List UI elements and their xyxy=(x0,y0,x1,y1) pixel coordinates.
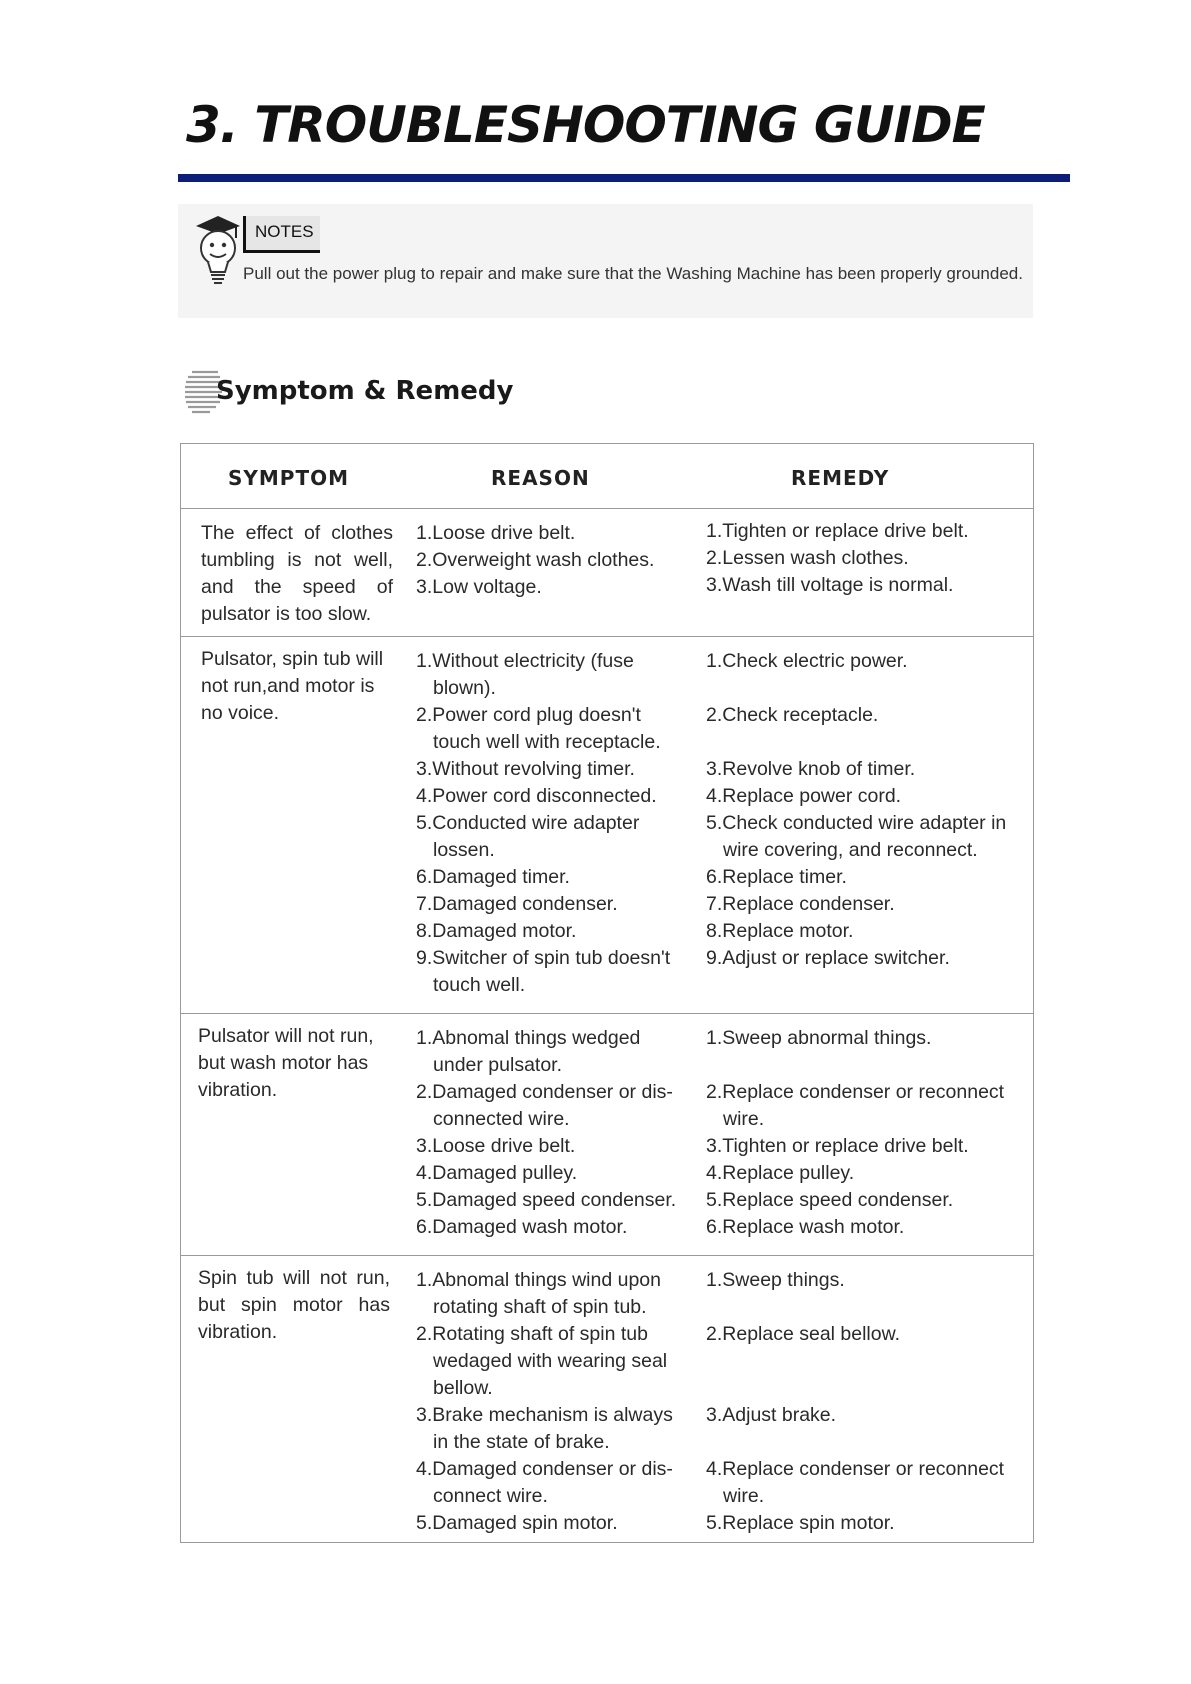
reason-item: 3.Loose drive belt. xyxy=(416,1135,576,1157)
remedy-item: 8.Replace motor. xyxy=(706,920,854,942)
remedy-item: 2.Lessen wash clothes. xyxy=(706,547,909,569)
remedy-item: 1.Sweep abnormal things. xyxy=(706,1027,932,1049)
reason-item: 4.Damaged pulley. xyxy=(416,1162,578,1184)
remedy-item: 9.Adjust or replace switcher. xyxy=(706,947,950,969)
notes-label-text: NOTES xyxy=(255,222,314,241)
remedy-item: 1.Check electric power. xyxy=(706,650,908,672)
table-row xyxy=(181,508,1033,637)
remedy-item: 2.Replace seal bellow. xyxy=(706,1323,901,1345)
reason-item: 4.Damaged condenser or dis-connect wire. xyxy=(416,1458,673,1507)
remedy-item: 3.Adjust brake. xyxy=(706,1404,837,1426)
reason-item: 5.Damaged spin motor. xyxy=(416,1512,618,1534)
remedy-item: 7.Replace condenser. xyxy=(706,893,895,915)
notes-text: Pull out the power plug to repair and make sure that the Washing Machine has been properly grounded. xyxy=(243,264,1023,283)
remedy-item: 4.Replace condenser or reconnect wire. xyxy=(706,1458,1005,1507)
remedy-item: 5.Replace spin motor. xyxy=(706,1512,895,1534)
header-remedy: REMEDY xyxy=(791,466,890,490)
table-header xyxy=(181,444,1033,509)
remedy-item: 5.Check conducted wire adapter in wire covering, and reconnect. xyxy=(706,812,1007,861)
header-symptom: SYMPTOM xyxy=(228,466,349,490)
remedy-item: 4.Replace pulley. xyxy=(706,1162,855,1184)
reason-item: 6.Damaged timer. xyxy=(416,866,570,888)
remedy-item: 1.Tighten or replace drive belt. xyxy=(706,520,969,542)
reason-item: 2.Power cord plug doesn't touch well with receptacle. xyxy=(416,704,661,753)
remedy-item: 6.Replace wash motor. xyxy=(706,1216,905,1238)
notes-label xyxy=(243,216,320,253)
reason-item: 1.Abnomal things wind upon rotating shaft of spin tub. xyxy=(416,1269,661,1318)
section-title: Symptom & Remedy xyxy=(216,376,514,406)
reason-item: 5.Damaged speed condenser. xyxy=(416,1189,677,1211)
title-underline xyxy=(178,174,1070,182)
symptom-cell: Pulsator will not run, but wash motor has vibration. xyxy=(198,1025,374,1101)
reason-item: 9.Switcher of spin tub doesn't touch well. xyxy=(416,947,671,996)
remedy-item: 3.Revolve knob of timer. xyxy=(706,758,916,780)
symptom-cell: The effect of clothes tumbling is not well, and the speed of pulsator is too slow. xyxy=(201,522,393,625)
remedy-item: 3.Wash till voltage is normal. xyxy=(706,574,954,596)
reason-item: 5.Conducted wire adapter lossen. xyxy=(416,812,640,861)
symptom-cell: Pulsator, spin tub will not run,and motor is no voice. xyxy=(201,648,384,724)
remedy-item: 1.Sweep things. xyxy=(706,1269,845,1291)
reason-item: 2.Rotating shaft of spin tub wedaged with wearing seal bellow. xyxy=(416,1323,668,1399)
reason-item: 3.Brake mechanism is always in the state of brake. xyxy=(416,1404,673,1453)
remedy-item: 2.Check receptacle. xyxy=(706,704,879,726)
reason-item: 2.Overweight wash clothes. xyxy=(416,549,655,571)
reason-item: 7.Damaged condenser. xyxy=(416,893,618,915)
header-reason: REASON xyxy=(491,466,590,490)
reason-item: 3.Low voltage. xyxy=(416,576,542,598)
remedy-item: 2.Replace condenser or reconnect wire. xyxy=(706,1081,1005,1130)
lightbulb-person-icon xyxy=(190,212,246,288)
remedy-item: 4.Replace power cord. xyxy=(706,785,902,807)
table-row xyxy=(181,1013,1033,1256)
reason-item: 2.Damaged condenser or dis-connected wire. xyxy=(416,1081,673,1130)
reason-item: 1.Abnomal things wedged under pulsator. xyxy=(416,1027,641,1076)
reason-item: 3.Without revolving timer. xyxy=(416,758,635,780)
symptom-remedy-table xyxy=(180,443,1034,1543)
symptom-cell: Spin tub will not run, but spin motor has vibration. xyxy=(198,1267,390,1343)
table-row xyxy=(181,1255,1033,1541)
reason-item: 1.Without electricity (fuse blown). xyxy=(416,650,634,699)
remedy-item: 3.Tighten or replace drive belt. xyxy=(706,1135,969,1157)
reason-item: 8.Damaged motor. xyxy=(416,920,577,942)
reason-item: 1.Loose drive belt. xyxy=(416,522,576,544)
reason-item: 4.Power cord disconnected. xyxy=(416,785,657,807)
remedy-item: 6.Replace timer. xyxy=(706,866,847,888)
reason-item: 6.Damaged wash motor. xyxy=(416,1216,628,1238)
table-row xyxy=(181,636,1033,1014)
remedy-item: 5.Replace speed condenser. xyxy=(706,1189,954,1211)
page-title: 3. TROUBLESHOOTING GUIDE xyxy=(186,96,985,154)
